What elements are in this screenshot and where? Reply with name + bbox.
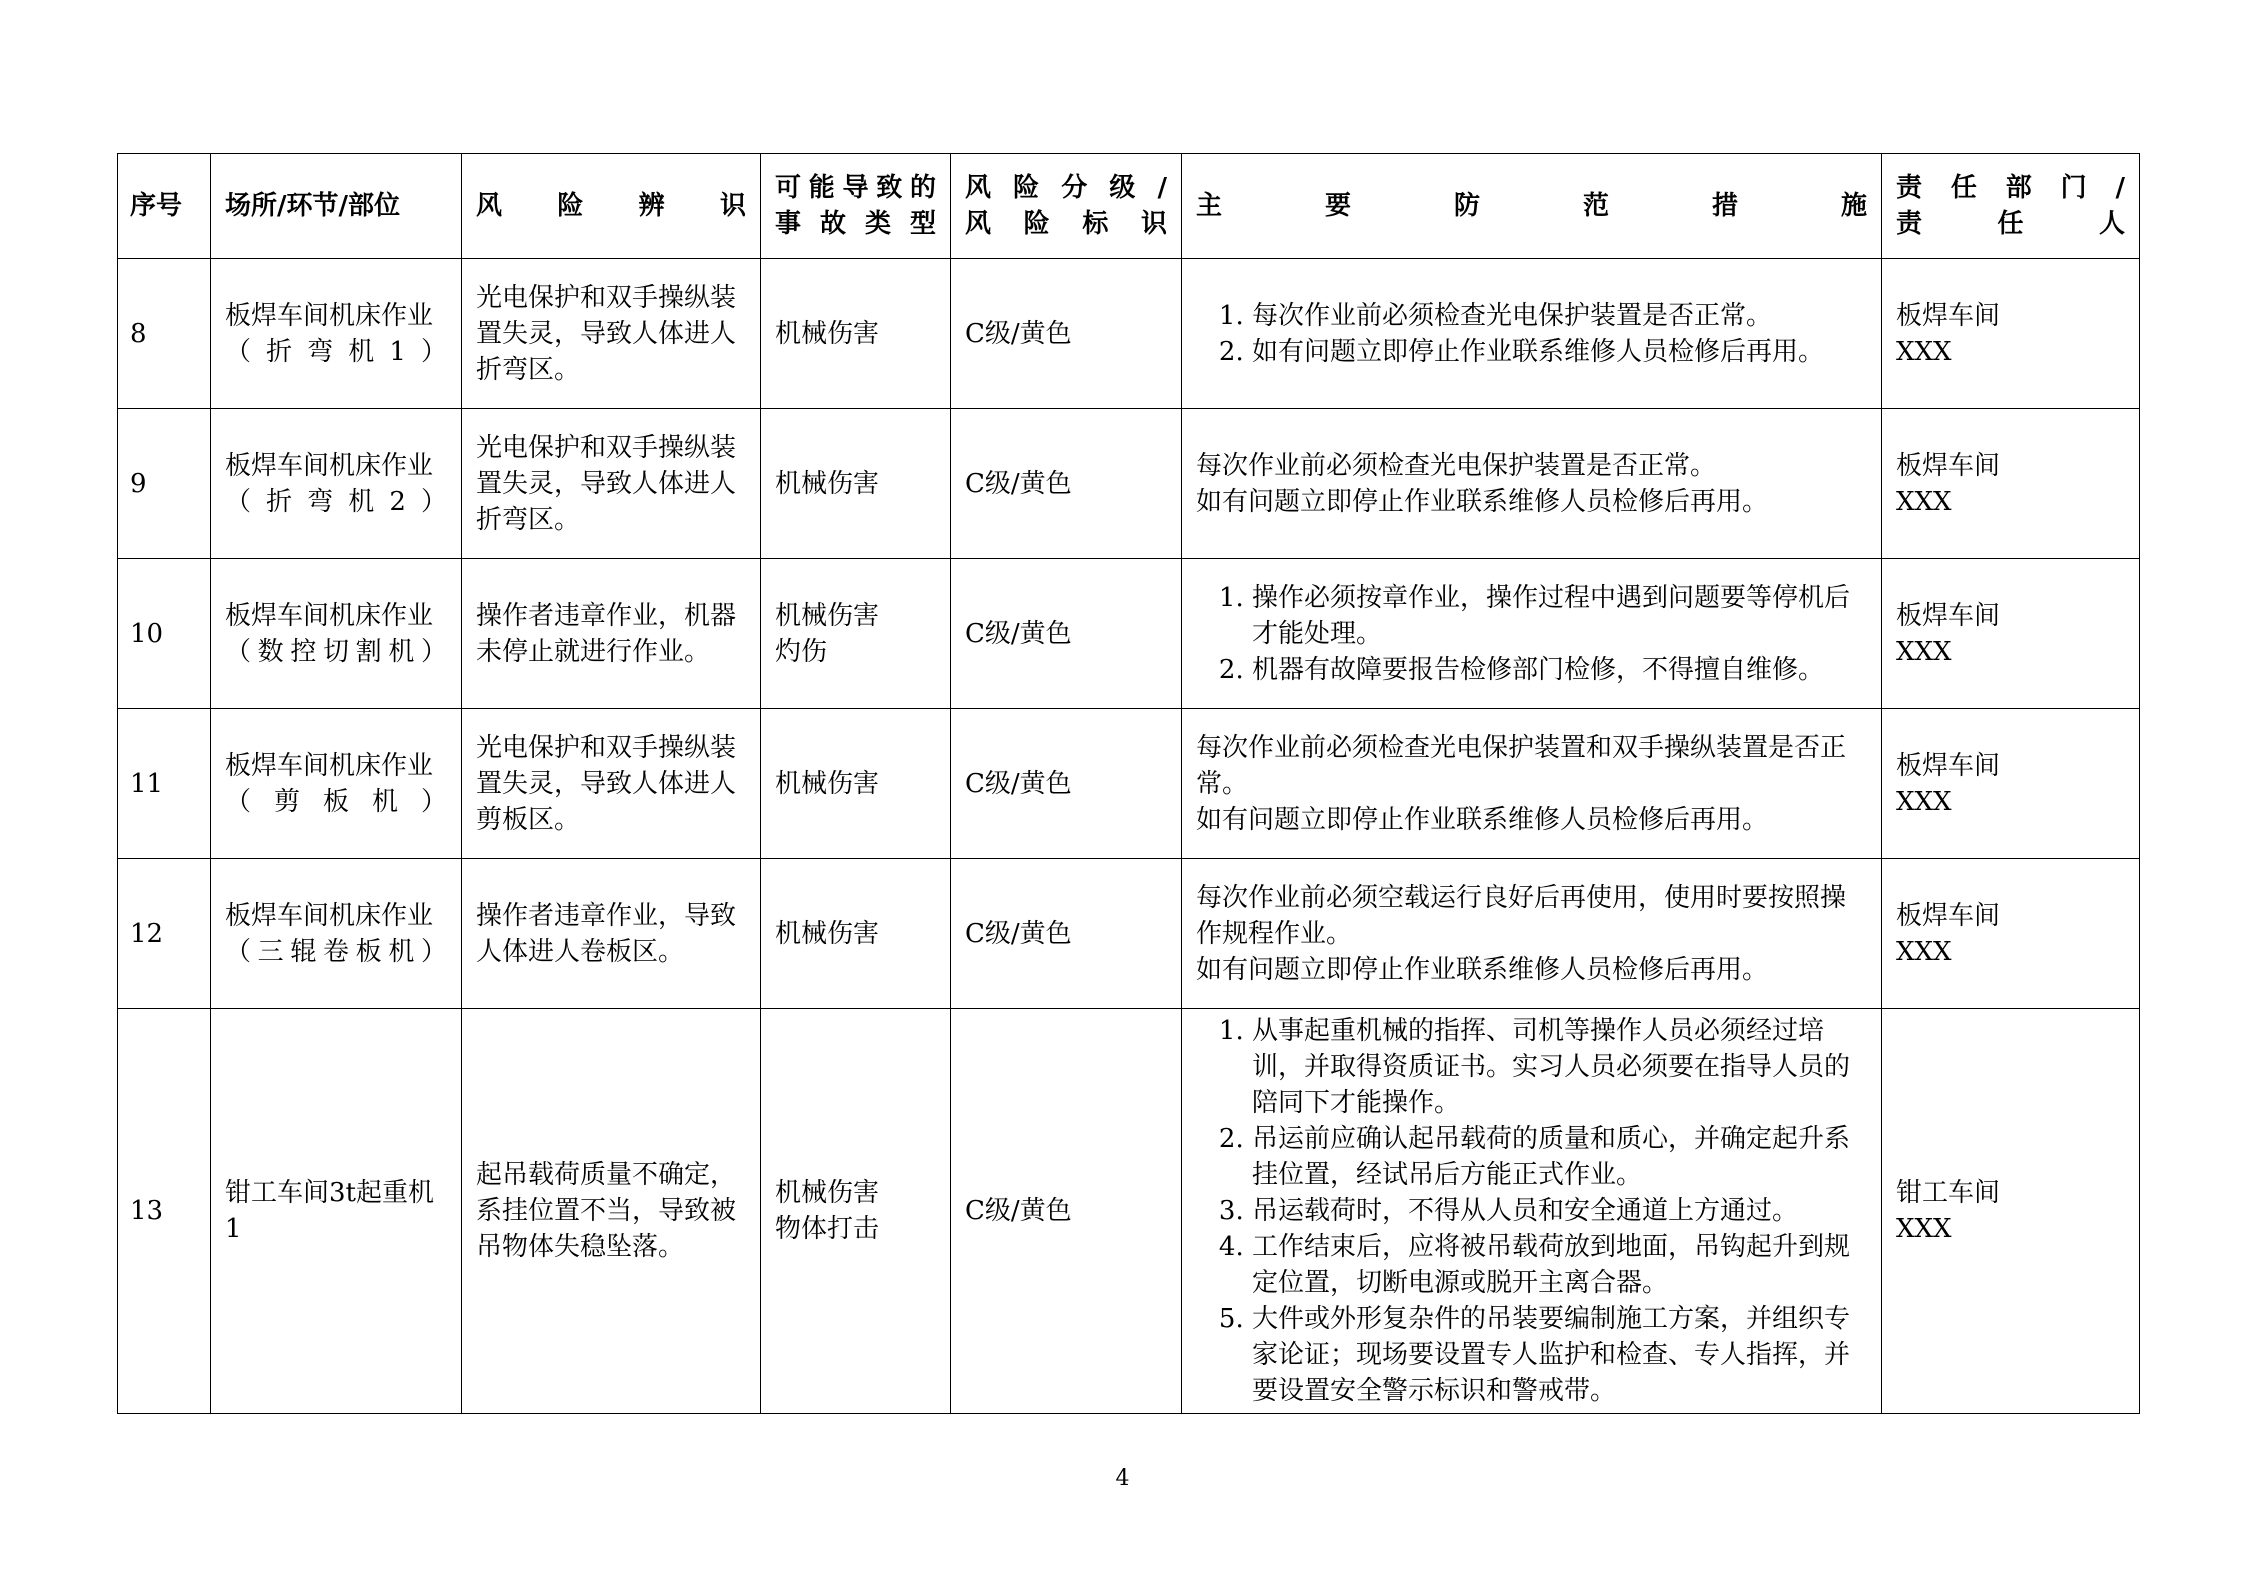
cell-no: 8	[118, 259, 211, 409]
cell-responsible	[1882, 859, 2140, 1009]
cell-responsible	[1882, 709, 2140, 859]
cell-risk: 操作者违章作业，导致人体进人卷板区。	[462, 859, 761, 1009]
cell-place: 板焊车间机床作业（剪板机）	[211, 709, 462, 859]
cell-accident	[761, 1009, 951, 1414]
header-measures: 主 要 防 范 措 施	[1182, 154, 1882, 259]
resp-dept: 板焊车间	[1896, 750, 2001, 781]
cell-risk: 操作者违章作业，机器未停止就进行作业。	[462, 559, 761, 709]
measures-list	[1196, 580, 1867, 688]
cell-accident	[761, 859, 951, 1009]
accident-type: 机械伤害	[775, 1178, 880, 1208]
cell-level: C级/黄色	[951, 859, 1182, 1009]
cell-place: 板焊车间机床作业（三辊卷板机）	[211, 859, 462, 1009]
cell-place: 钳工车间3t起重机1	[211, 1009, 462, 1414]
risk-table	[117, 153, 2140, 1414]
cell-measures	[1182, 859, 1882, 1009]
resp-dept: 板焊车间	[1896, 900, 2001, 931]
header-level-line1: 风 险 分 级 /	[965, 173, 1167, 203]
measure-item: 每次作业前必须检查光电保护装置是否正常。	[1196, 450, 1717, 481]
table-header-row	[118, 154, 2140, 259]
accident-type: 机械伤害	[775, 318, 880, 349]
cell-accident	[761, 559, 951, 709]
cell-level: C级/黄色	[951, 559, 1182, 709]
cell-no: 9	[118, 409, 211, 559]
cell-risk: 光电保护和双手操纵装置失灵，导致人体进人剪板区。	[462, 709, 761, 859]
cell-risk: 起吊载荷质量不确定，系挂位置不当，导致被吊物体失稳坠落。	[462, 1009, 761, 1414]
header-accident	[761, 154, 951, 259]
cell-accident	[761, 409, 951, 559]
resp-person: XXX	[1896, 486, 1952, 517]
cell-risk: 光电保护和双手操纵装置失灵，导致人体进人折弯区。	[462, 259, 761, 409]
cell-place: 板焊车间机床作业（折弯机2）	[211, 409, 462, 559]
cell-measures	[1182, 259, 1882, 409]
cell-accident	[761, 259, 951, 409]
resp-dept: 板焊车间	[1896, 300, 2001, 331]
cell-accident	[761, 709, 951, 859]
table-row	[118, 709, 2140, 859]
measure-item: 2. 吊运前应确认起吊载荷的质量和质心，并确定起升系挂位置，经试吊后方能正式作业。	[1252, 1121, 1867, 1193]
accident-type: 机械伤害	[775, 918, 880, 949]
table-row	[118, 1009, 2140, 1414]
measure-item: 每次作业前必须检查光电保护装置和双手操纵装置是否正常。	[1196, 732, 1847, 799]
cell-no: 12	[118, 859, 211, 1009]
cell-risk: 光电保护和双手操纵装置失灵，导致人体进人折弯区。	[462, 409, 761, 559]
measures-list	[1196, 1013, 1867, 1409]
measure-item: 每次作业前必须空载运行良好后再使用，使用时要按照操作规程作业。	[1196, 882, 1847, 949]
header-place: 场所/环节/部位	[211, 154, 462, 259]
table-row	[118, 259, 2140, 409]
resp-person: XXX	[1896, 636, 1952, 667]
header-accident-line1: 可能导致的	[775, 173, 936, 203]
resp-person: XXX	[1896, 936, 1952, 967]
accident-type: 灼伤	[775, 636, 828, 667]
resp-person: XXX	[1896, 336, 1952, 367]
header-accident-line2: 事 故 类 型	[775, 209, 936, 239]
measure-item: 如有问题立即停止作业联系维修人员检修后再用。	[1196, 486, 1769, 517]
measure-item: 如有问题立即停止作业联系维修人员检修后再用。	[1196, 804, 1769, 835]
cell-measures	[1182, 559, 1882, 709]
cell-no: 13	[118, 1009, 211, 1414]
measure-item: 1. 每次作业前必须检查光电保护装置是否正常。	[1252, 298, 1867, 334]
resp-person: XXX	[1896, 1214, 1952, 1244]
accident-type: 机械伤害	[775, 600, 880, 631]
header-no: 序号	[118, 154, 211, 259]
cell-level: C级/黄色	[951, 409, 1182, 559]
cell-level: C级/黄色	[951, 259, 1182, 409]
measure-item: 2. 如有问题立即停止作业联系维修人员检修后再用。	[1252, 334, 1867, 370]
cell-no: 11	[118, 709, 211, 859]
cell-measures	[1182, 1009, 1882, 1414]
table-row	[118, 409, 2140, 559]
header-resp-line1: 责 任 部 门 /	[1896, 173, 2125, 203]
page-number: 4	[1115, 1466, 1130, 1491]
cell-responsible	[1882, 1009, 2140, 1414]
table-row	[118, 559, 2140, 709]
cell-place: 板焊车间机床作业（数控切割机）	[211, 559, 462, 709]
cell-measures	[1182, 409, 1882, 559]
header-resp-line2: 责 任 人	[1896, 209, 2125, 239]
measure-item: 1. 从事起重机械的指挥、司机等操作人员必须经过培训，并取得资质证书。实习人员必须要在指导人员的陪同下才能操作。	[1252, 1013, 1867, 1121]
measure-item: 3. 吊运载荷时，不得从人员和安全通道上方通过。	[1252, 1193, 1867, 1229]
cell-level: C级/黄色	[951, 1009, 1182, 1414]
resp-dept: 板焊车间	[1896, 600, 2001, 631]
measure-item: 1. 操作必须按章作业，操作过程中遇到问题要等停机后才能处理。	[1252, 580, 1867, 652]
header-risk: 风 险 辨 识	[462, 154, 761, 259]
measure-item: 如有问题立即停止作业联系维修人员检修后再用。	[1196, 954, 1769, 985]
cell-place: 板焊车间机床作业（折弯机1）	[211, 259, 462, 409]
accident-type: 机械伤害	[775, 768, 880, 799]
table-row	[118, 859, 2140, 1009]
measure-item: 2. 机器有故障要报告检修部门检修，不得擅自维修。	[1252, 652, 1867, 688]
cell-no: 10	[118, 559, 211, 709]
cell-responsible	[1882, 259, 2140, 409]
resp-dept: 钳工车间	[1896, 1178, 2001, 1208]
cell-responsible	[1882, 559, 2140, 709]
resp-person: XXX	[1896, 786, 1952, 817]
header-responsible	[1882, 154, 2140, 259]
cell-responsible	[1882, 409, 2140, 559]
cell-level: C级/黄色	[951, 709, 1182, 859]
measures-list	[1196, 298, 1867, 370]
measure-item: 5. 大件或外形复杂件的吊装要编制施工方案，并组织专家论证；现场要设置专人监护和检查、专人指挥，并要设置安全警示标识和警戒带。	[1252, 1301, 1867, 1409]
header-level-line2: 风 险 标 识	[965, 209, 1167, 239]
resp-dept: 板焊车间	[1896, 450, 2001, 481]
accident-type: 机械伤害	[775, 468, 880, 499]
accident-type: 物体打击	[775, 1214, 880, 1244]
cell-measures	[1182, 709, 1882, 859]
measure-item: 4. 工作结束后，应将被吊载荷放到地面，吊钩起升到规定位置，切断电源或脱开主离合器。	[1252, 1229, 1867, 1301]
header-level	[951, 154, 1182, 259]
